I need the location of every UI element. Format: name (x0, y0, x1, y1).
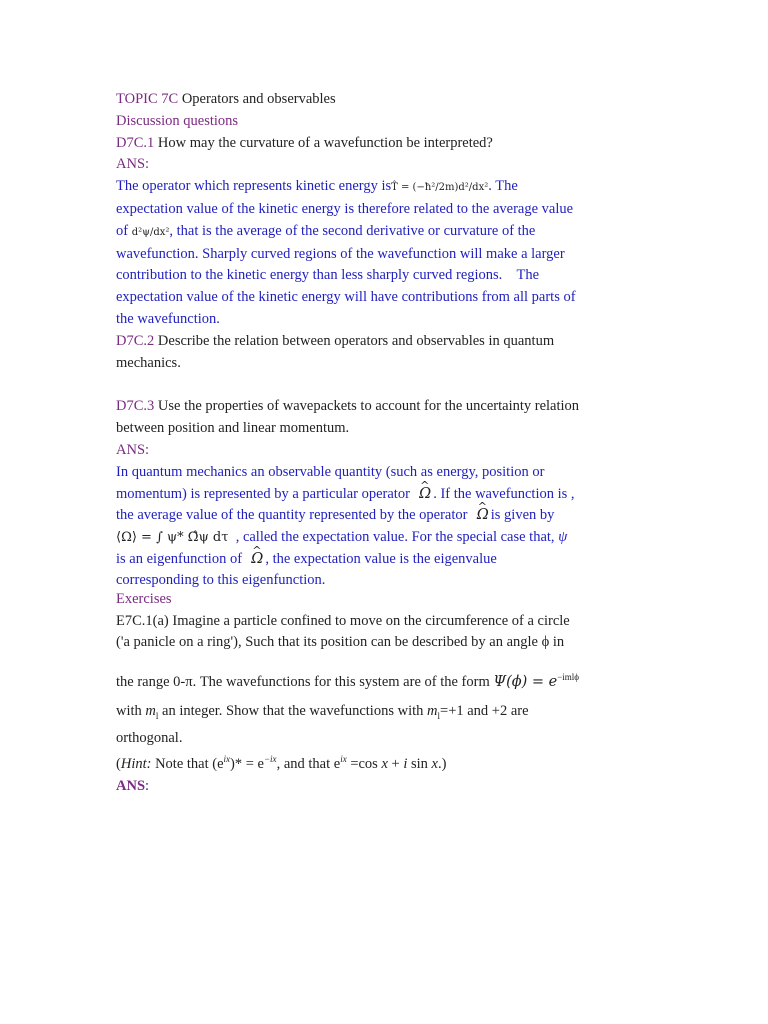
spacer (116, 374, 656, 396)
hint-text: ( (116, 756, 121, 773)
answer-text: is an eigenfunction of (116, 550, 243, 567)
answer-line: corresponding to this eigenfunction. (116, 571, 326, 588)
answer-line: contribution to the kinetic energy than less sharply curved regions. The (116, 267, 540, 284)
question-code: D7C.1 (116, 134, 155, 151)
ml-symbol: m (145, 702, 156, 719)
exercise-answer-label (116, 776, 656, 798)
hint-text: + (387, 756, 404, 773)
second-derivative-formula: d²ψ/dx² (131, 226, 170, 238)
answer-line (116, 221, 656, 244)
answer-label: ANS: (116, 441, 150, 458)
kinetic-operator-formula: T̂ = (−ħ²/2m)d²/dx² (391, 182, 489, 194)
question-code: D7C.2 (116, 332, 155, 349)
omega-operator-symbol: ^ Ω (475, 505, 491, 527)
question-d7c3 (116, 396, 656, 418)
answer-text: , that is the average of the second derivative or curvature of the (169, 222, 536, 239)
answer-line (116, 549, 656, 571)
question-text: Describe the relation between operators and observables in quantum (157, 332, 555, 349)
answer-line (116, 484, 656, 506)
hint-text: sin (407, 756, 432, 773)
answer-line (116, 176, 656, 199)
omega-operator-symbol: ^ Ω (249, 549, 265, 571)
answer-text: The operator which represents kinetic energy is (116, 178, 392, 195)
exercise-line (116, 701, 656, 728)
hint-line (116, 749, 656, 776)
question-text: between position and linear momentum. (116, 420, 350, 437)
hint-text: Note that (e (151, 756, 224, 773)
answer-text: . If the wavefunction is , (433, 485, 575, 502)
exercise-line: ('a panicle on a ring'), Such that its position can be described by an angle ϕ in (116, 634, 565, 651)
question-code: D7C.3 (116, 398, 155, 415)
exercise-text: the range 0-π. The wavefunctions for this system are of the form (116, 673, 490, 690)
answer-colon: : (145, 778, 150, 795)
section-exercises-heading: Exercises (116, 590, 172, 607)
answer-text: , called the expectation value. For the special case that, (235, 529, 555, 546)
hint-variable: x (381, 756, 388, 773)
hint-text: =cos (346, 756, 382, 773)
answer-text: . The (488, 178, 518, 195)
answer-line: expectation value of the kinetic energy will have contributions from all parts of (116, 289, 576, 306)
topic-code: TOPIC 7C (116, 91, 179, 107)
answer-line: In quantum mechanics an observable quantity (such as energy, position or (116, 463, 545, 480)
hint-text: , and that e (276, 756, 341, 773)
hint-exponent: −ix (263, 754, 277, 765)
answer-line (116, 527, 656, 549)
psi-symbol: ψ (558, 529, 568, 546)
hint-text: .) (437, 756, 447, 773)
answer-label: ANS: (116, 156, 150, 173)
answer-line (116, 505, 656, 527)
exercise-line: E7C.1(a) Imagine a particle confined to move on the circumference of a circle (116, 612, 570, 629)
document-content (116, 89, 656, 798)
question-text: mechanics. (116, 354, 181, 371)
ml-subscript: l (155, 710, 159, 721)
answer-text: is given by (490, 507, 555, 524)
hint-text: )* = e (230, 756, 264, 773)
exercise-line (116, 664, 656, 695)
answer-label: ANS (116, 778, 146, 795)
exercise-text: an integer. Show that the wavefunctions with (162, 702, 424, 719)
ml-symbol: m (427, 702, 438, 719)
hint-variable: i (403, 756, 408, 773)
answer-line: wavefunction. Sharply curved regions of the wavefunction will make a larger (116, 245, 565, 262)
omega-operator-symbol: ^ Ω (417, 484, 433, 506)
exercise-text: =+1 and +2 are (440, 702, 529, 719)
question-text: How may the curvature of a wavefunction be interpreted? (157, 134, 493, 151)
wavefunction-exponent: −imlϕ (557, 672, 580, 683)
answer-text: momentum) is represented by a particular operator (116, 485, 410, 502)
answer-text: , the expectation value is the eigenvalue (265, 550, 497, 567)
topic-heading (116, 89, 656, 111)
answer-line: the wavefunction. (116, 310, 220, 327)
answer-text: of (116, 222, 129, 239)
wavefunction-formula: Ψ(ϕ) = e (493, 673, 558, 690)
exercise-line: orthogonal. (116, 729, 183, 746)
hint-exponent: ix (223, 754, 231, 765)
answer-line: expectation value of the kinetic energy is therefore related to the average value (116, 200, 574, 217)
topic-title: Operators and observables (181, 91, 336, 107)
hint-variable: x (431, 756, 438, 773)
exercise-text: with (116, 702, 142, 719)
ml-subscript: l (437, 710, 441, 721)
hint-label: Hint: (120, 756, 152, 773)
section-discussion-heading: Discussion questions (116, 112, 239, 129)
question-d7c1 (116, 133, 656, 155)
answer-text: the average value of the quantity represented by the operator (116, 507, 468, 524)
hint-exponent: ix (340, 754, 347, 765)
question-text: Use the properties of wavepackets to account for the uncertainty relation (157, 398, 580, 415)
expectation-value-formula: ⟨Ω⟩ = ∫ ψ* Ω̂ψ dτ (116, 530, 229, 546)
question-d7c2 (116, 331, 656, 353)
